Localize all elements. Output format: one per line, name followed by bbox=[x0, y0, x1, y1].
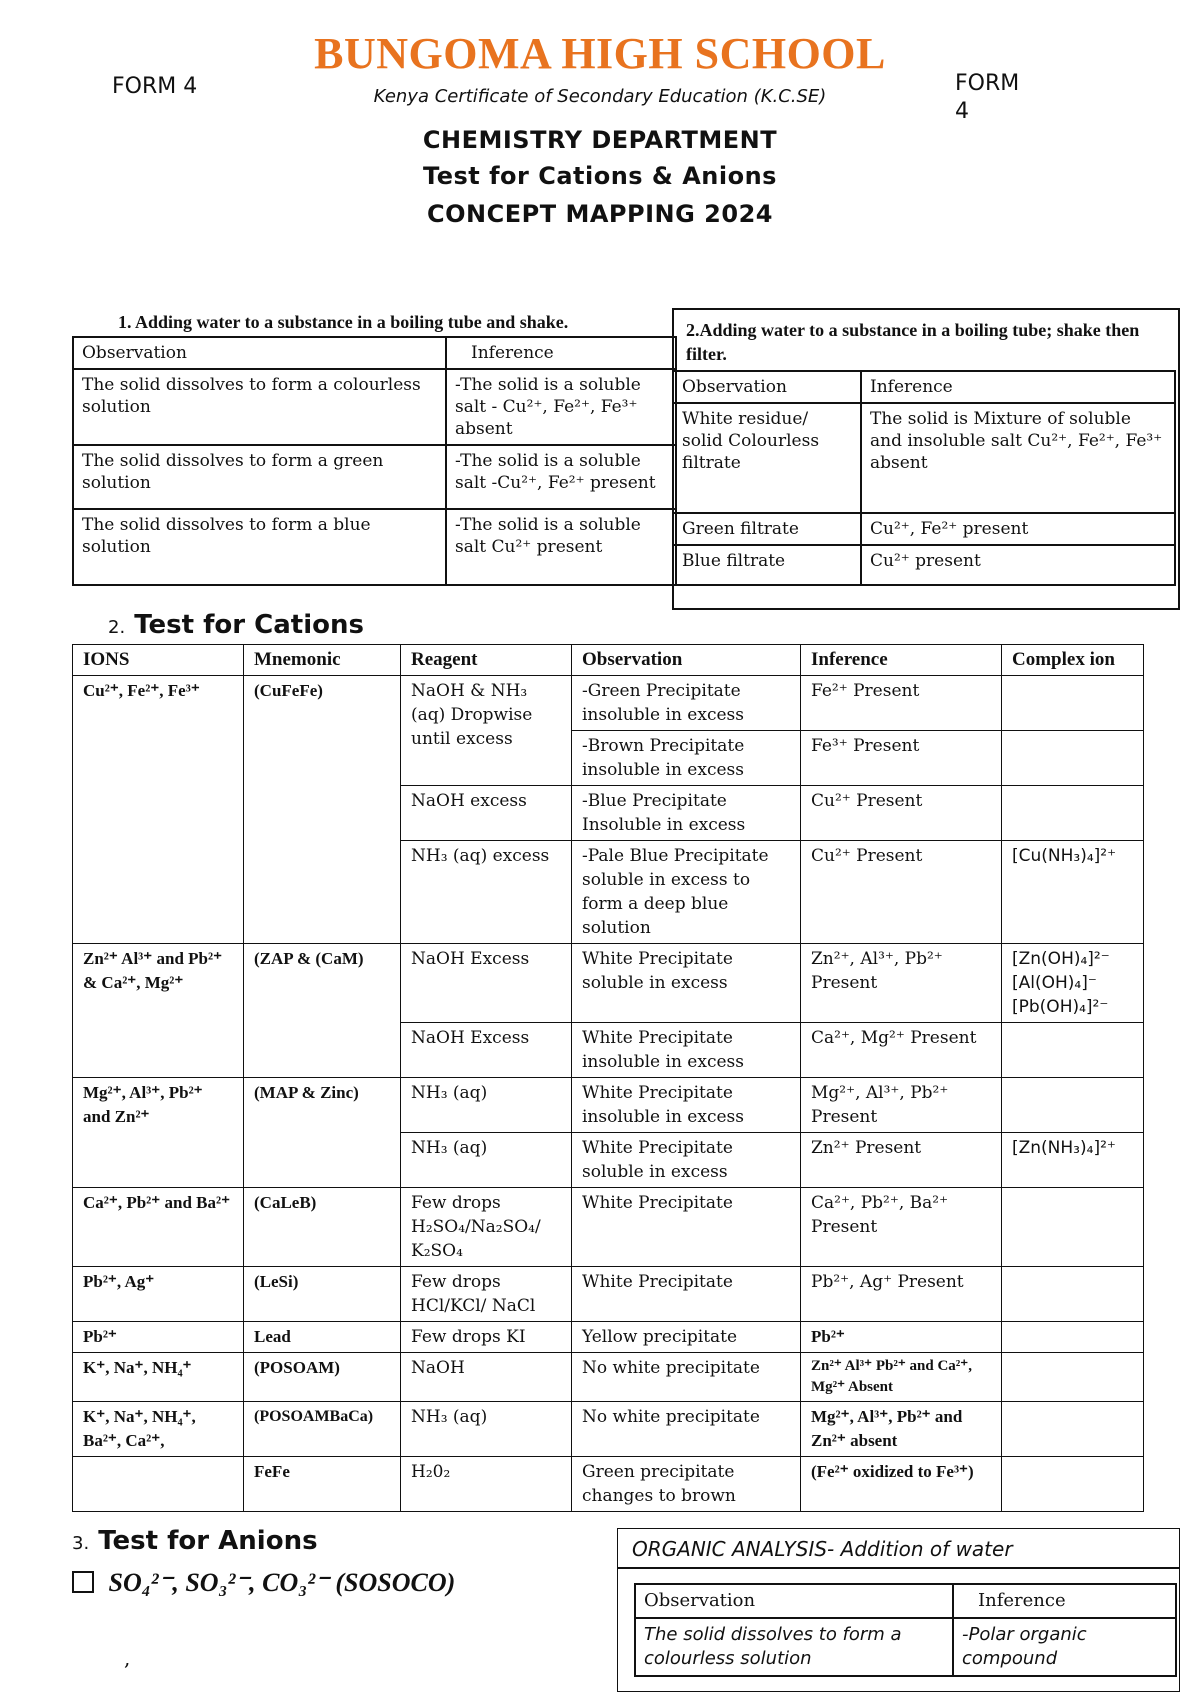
reagent-cell: NaOH & NH₃ (aq) Dropwise until excess bbox=[401, 676, 572, 786]
col-observation: Observation bbox=[635, 1584, 953, 1618]
mnemonic-cell: (ZAP & (CaM) bbox=[244, 944, 401, 1078]
col-inference: Inference bbox=[861, 371, 1175, 403]
observation-cell: White Precipitate bbox=[572, 1188, 801, 1267]
ions-cell: Zn²⁺ Al³⁺ and Pb²⁺ & Ca²⁺, Mg²⁺ bbox=[73, 944, 244, 1078]
cations-heading bbox=[108, 610, 364, 640]
test-title: Test for Cations & Anions bbox=[423, 162, 777, 190]
organic-box bbox=[617, 1528, 1180, 1692]
inference-cell: Mg²⁺, Al³⁺, Pb²⁺ and Zn²⁺ absent bbox=[801, 1402, 1002, 1457]
exam-subtitle: Kenya Certificate of Secondary Education (K.C.SE) bbox=[373, 86, 827, 107]
inference-cell: Zn²⁺ Present bbox=[801, 1133, 1002, 1188]
checkbox-bullet-icon bbox=[72, 1571, 94, 1593]
stray-comma: , bbox=[124, 1646, 131, 1670]
reagent-cell: Few drops HCl/KCl/ NaCl bbox=[401, 1267, 572, 1322]
inference-cell: Fe³⁺ Present bbox=[801, 731, 1002, 786]
reagent-cell: NaOH Excess bbox=[401, 1023, 572, 1078]
col-reagent: Reagent bbox=[401, 645, 572, 676]
ions-cell: Ca²⁺, Pb²⁺ and Ba²⁺ bbox=[73, 1188, 244, 1267]
col-inference: Inference bbox=[801, 645, 1002, 676]
form-label-left: FORM 4 bbox=[112, 74, 198, 99]
reagent-cell: NH₃ (aq) excess bbox=[401, 841, 572, 944]
reagent-cell: NaOH bbox=[401, 1353, 572, 1402]
ions-cell: Pb²⁺, Ag⁺ bbox=[73, 1267, 244, 1322]
mnemonic-cell: (CuFeFe) bbox=[244, 676, 401, 944]
complex-cell bbox=[1002, 1402, 1144, 1457]
reagent-cell: NaOH Excess bbox=[401, 944, 572, 1023]
section1-table bbox=[72, 336, 677, 586]
anions-list: SO₄²⁻, SO₃²⁻, CO₃²⁻ (SOSOCO) bbox=[108, 1568, 456, 1597]
table-cell: The solid is Mixture of soluble and insoluble salt Cu²⁺, Fe²⁺, Fe³⁺ absent bbox=[861, 403, 1175, 513]
table-cell: White residue/ solid Colourless filtrate bbox=[673, 403, 861, 513]
complex-cell bbox=[1002, 731, 1144, 786]
table-cell: -The solid is a soluble salt -Cu²⁺, Fe²⁺ present bbox=[446, 445, 676, 509]
reagent-cell: NaOH excess bbox=[401, 786, 572, 841]
complex-cell: [Zn(OH)₄]²⁻ [Al(OH)₄]⁻ [Pb(OH)₄]²⁻ bbox=[1002, 944, 1144, 1023]
concept-mapping-title: CONCEPT MAPPING 2024 bbox=[427, 200, 773, 228]
table-cell: Cu²⁺, Fe²⁺ present bbox=[861, 513, 1175, 545]
complex-cell bbox=[1002, 1267, 1144, 1322]
complex-cell bbox=[1002, 1322, 1144, 1353]
observation-cell: -Brown Precipitate insoluble in excess bbox=[572, 731, 801, 786]
inference-cell: Fe²⁺ Present bbox=[801, 676, 1002, 731]
table-cell: -The solid is a soluble salt - Cu²⁺, Fe²⁺, Fe³⁺ absent bbox=[446, 369, 676, 445]
col-observation: Observation bbox=[73, 337, 446, 369]
col-complex-ion: Complex ion bbox=[1002, 645, 1144, 676]
mnemonic-cell: (CaLeB) bbox=[244, 1188, 401, 1267]
reagent-cell: H₂0₂ bbox=[401, 1457, 572, 1512]
inference-cell: Zn²⁺ Al³⁺ Pb²⁺ and Ca²⁺, Mg²⁺ Absent bbox=[801, 1353, 1002, 1402]
mnemonic-cell: FeFe bbox=[244, 1457, 401, 1512]
table-cell: -The solid is a soluble salt Cu²⁺ present bbox=[446, 509, 676, 585]
complex-cell: [Cu(NH₃)₄]²⁺ bbox=[1002, 841, 1144, 944]
section2-table bbox=[672, 370, 1176, 586]
mnemonic-cell: (POSOAMBaCa) bbox=[244, 1402, 401, 1457]
section-number: 2. bbox=[108, 617, 126, 638]
inference-cell: Cu²⁺ Present bbox=[801, 786, 1002, 841]
inference-cell: Ca²⁺, Mg²⁺ Present bbox=[801, 1023, 1002, 1078]
observation-cell: White Precipitate soluble in excess bbox=[572, 944, 801, 1023]
ions-cell: Mg²⁺, Al³⁺, Pb²⁺ and Zn²⁺ bbox=[73, 1078, 244, 1188]
reagent-cell: Few drops KI bbox=[401, 1322, 572, 1353]
reagent-cell: NH₃ (aq) bbox=[401, 1133, 572, 1188]
table-cell: Cu²⁺ present bbox=[861, 545, 1175, 585]
inference-cell: Ca²⁺, Pb²⁺, Ba²⁺ Present bbox=[801, 1188, 1002, 1267]
ions-cell: K⁺, Na⁺, NH₄⁺, Ba²⁺, Ca²⁺, bbox=[73, 1402, 244, 1457]
reagent-cell: NH₃ (aq) bbox=[401, 1402, 572, 1457]
form-label-right: FORM 4 bbox=[955, 71, 1020, 124]
col-observation: Observation bbox=[572, 645, 801, 676]
ions-cell: Pb²⁺ bbox=[73, 1322, 244, 1353]
organic-table bbox=[634, 1583, 1177, 1677]
observation-cell: -Pale Blue Precipitate soluble in excess to form a deep blue solution bbox=[572, 841, 801, 944]
col-ions: IONS bbox=[73, 645, 244, 676]
complex-cell bbox=[1002, 676, 1144, 731]
inference-cell: Pb²⁺ bbox=[801, 1322, 1002, 1353]
section1-caption: 1. Adding water to a substance in a boiling tube and shake. bbox=[118, 312, 569, 332]
observation-cell: White Precipitate soluble in excess bbox=[572, 1133, 801, 1188]
mnemonic-cell: Lead bbox=[244, 1322, 401, 1353]
ions-cell: K⁺, Na⁺, NH₄⁺ bbox=[73, 1353, 244, 1402]
complex-cell bbox=[1002, 1188, 1144, 1267]
table-cell: Blue filtrate bbox=[673, 545, 861, 585]
observation-cell: White Precipitate insoluble in excess bbox=[572, 1023, 801, 1078]
col-inference: Inference bbox=[953, 1584, 1176, 1618]
inference-cell: (Fe²⁺ oxidized to Fe³⁺) bbox=[801, 1457, 1002, 1512]
anions-bullet-row bbox=[72, 1568, 455, 1598]
observation-cell: -Green Precipitate insoluble in excess bbox=[572, 676, 801, 731]
observation-cell: -Blue Precipitate Insoluble in excess bbox=[572, 786, 801, 841]
section-number: 3. bbox=[72, 1533, 90, 1554]
table-cell: Green filtrate bbox=[673, 513, 861, 545]
col-observation: Observation bbox=[673, 371, 861, 403]
observation-cell: Green precipitate changes to brown bbox=[572, 1457, 801, 1512]
complex-cell bbox=[1002, 1023, 1144, 1078]
complex-cell bbox=[1002, 786, 1144, 841]
cations-title: Test for Cations bbox=[134, 610, 364, 640]
organic-title: ORGANIC ANALYSIS- Addition of water bbox=[618, 1529, 1179, 1569]
table-cell: The solid dissolves to form a colourless solution bbox=[635, 1618, 953, 1676]
observation-cell: No white precipitate bbox=[572, 1353, 801, 1402]
table-cell: The solid dissolves to form a green solution bbox=[73, 445, 446, 509]
mnemonic-cell: (MAP & Zinc) bbox=[244, 1078, 401, 1188]
inference-cell: Cu²⁺ Present bbox=[801, 841, 1002, 944]
complex-cell bbox=[1002, 1457, 1144, 1512]
reagent-cell: Few drops H₂SO₄/Na₂SO₄/ K₂SO₄ bbox=[401, 1188, 572, 1267]
inference-cell: Mg²⁺, Al³⁺, Pb²⁺ Present bbox=[801, 1078, 1002, 1133]
department-title: CHEMISTRY DEPARTMENT bbox=[422, 126, 778, 154]
inference-cell: Pb²⁺, Ag⁺ Present bbox=[801, 1267, 1002, 1322]
observation-cell: White Precipitate insoluble in excess bbox=[572, 1078, 801, 1133]
observation-cell: No white precipitate bbox=[572, 1402, 801, 1457]
ions-cell: Cu²⁺, Fe²⁺, Fe³⁺ bbox=[73, 676, 244, 944]
inference-cell: Zn²⁺, Al³⁺, Pb²⁺ Present bbox=[801, 944, 1002, 1023]
anions-heading bbox=[72, 1526, 318, 1556]
mnemonic-cell: (LeSi) bbox=[244, 1267, 401, 1322]
mnemonic-cell: (POSOAM) bbox=[244, 1353, 401, 1402]
table-cell: -Polar organic compound bbox=[953, 1618, 1176, 1676]
col-mnemonic: Mnemonic bbox=[244, 645, 401, 676]
table-cell: The solid dissolves to form a colourless solution bbox=[73, 369, 446, 445]
col-inference: Inference bbox=[446, 337, 676, 369]
observation-cell: Yellow precipitate bbox=[572, 1322, 801, 1353]
section2-box bbox=[672, 308, 1180, 610]
section2-caption: 2.Adding water to a substance in a boiling tube; shake then filter. bbox=[686, 320, 1140, 364]
cations-table bbox=[72, 644, 1144, 1512]
observation-cell: White Precipitate bbox=[572, 1267, 801, 1322]
reagent-cell: NH₃ (aq) bbox=[401, 1078, 572, 1133]
complex-cell bbox=[1002, 1353, 1144, 1402]
complex-cell bbox=[1002, 1078, 1144, 1133]
complex-cell: [Zn(NH₃)₄]²⁺ bbox=[1002, 1133, 1144, 1188]
table-cell: The solid dissolves to form a blue solution bbox=[73, 509, 446, 585]
anions-title: Test for Anions bbox=[98, 1526, 318, 1556]
school-name: BUNGOMA HIGH SCHOOL bbox=[314, 29, 886, 78]
ions-cell bbox=[73, 1457, 244, 1512]
